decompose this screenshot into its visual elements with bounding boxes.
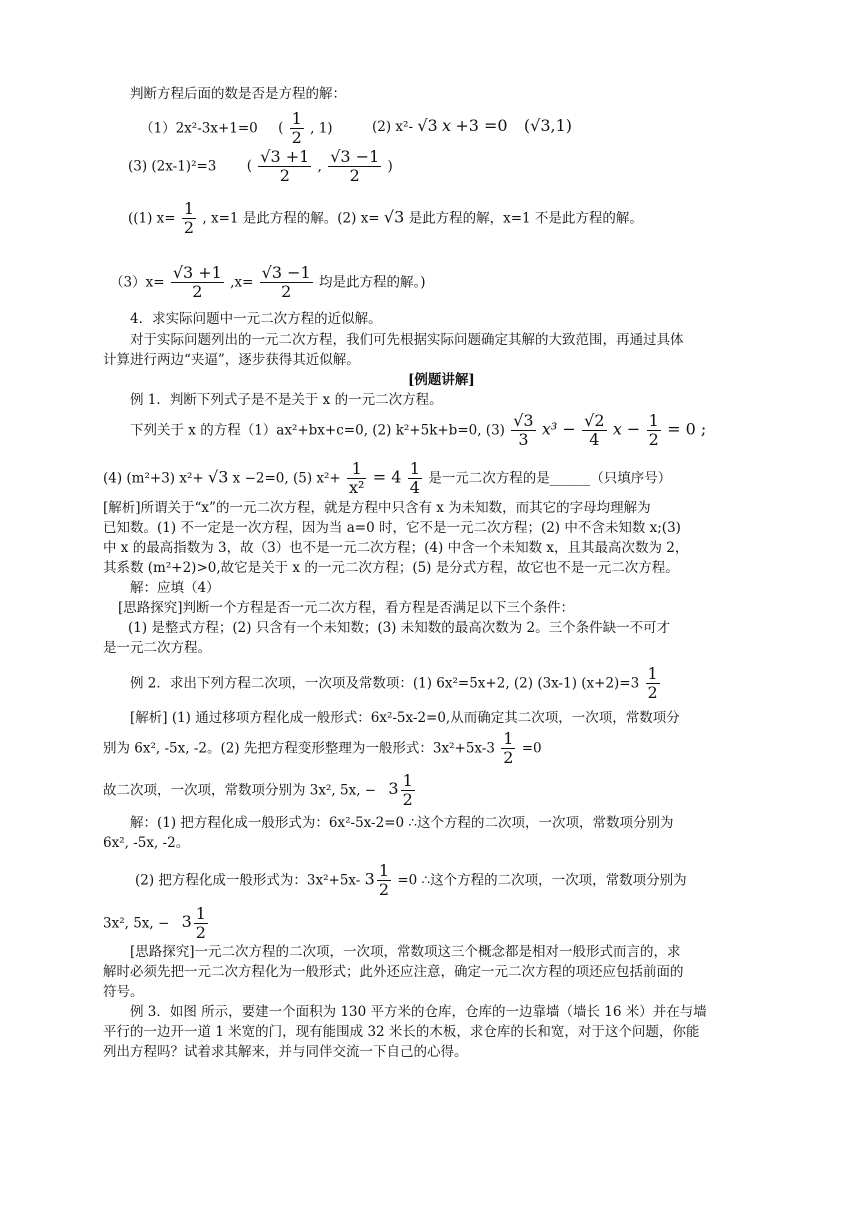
answer-1-sqrt: √3 xyxy=(383,207,405,227)
example-1-frac-1 xyxy=(511,412,535,450)
example-2-analysis-2 xyxy=(103,730,542,768)
example-2-thinking-1: [思路探究]一元二次方程的二次项，一次项，常数项这三个概念都是相对一般形式而言的，求 xyxy=(130,944,681,960)
answer-3-frac-2 xyxy=(260,264,313,302)
problem-1-equation: （1）2x²-3x+1=0 xyxy=(140,120,258,137)
example-1-q2-frac xyxy=(347,460,366,498)
problem-2-x: x xyxy=(441,116,452,135)
example-2-analysis-2-text: 别为 6x², -5x, -2。(2) 先把方程变形整理为一般形式：3x²+5x-3 xyxy=(103,740,495,757)
example-2-analysis-3-whole: 3 xyxy=(388,779,399,799)
example-1-q2-d: 是一元二次方程的是______（只填序号） xyxy=(428,470,672,487)
example-2-solution-3-frac xyxy=(194,905,208,943)
example-2-solution-3 xyxy=(103,905,210,943)
problem-2-answer: (√3,1) xyxy=(523,116,572,135)
problem-1-fraction xyxy=(290,110,304,148)
frac-num: 1 xyxy=(378,861,390,880)
example-2-solution-3-whole: 3 xyxy=(181,912,192,932)
problem-3-equation: (3) (2x-1)²=3 xyxy=(128,158,217,175)
problem-2-equation-a: (2) x²- xyxy=(372,119,414,135)
example-2-solution-1: 解：(1) 把方程化成一般形式为：6x²-5x-2=0 ∴这个方程的二次项，一次项，常数项分别为 xyxy=(130,815,674,831)
answer-3-b: ,x= xyxy=(230,274,254,291)
frac-den: 2 xyxy=(402,790,413,810)
answer-3-a: （3）x= xyxy=(110,274,165,291)
example-2-thinking-2: 解时必须先把一元二次方程化为一般形式；此外还应注意，确定一元二次方程的项还应包括前面的 xyxy=(103,964,684,980)
example-2-analysis-2-frac xyxy=(501,730,515,768)
frac-den: 2 xyxy=(291,128,302,148)
example-2-title-text: 例 2．求出下列方程二次项，一次项及常数项：(1) 6x²=5x+2, (2) (3x-1) (x+2)=3 xyxy=(130,675,640,692)
example-1-analysis-1: [解析]所谓关于“x”的一元二次方程，就是方程中只含有 x 为未知数，而其它的字母均理解为 xyxy=(103,500,651,516)
example-1-analysis-2: 已知数。(1) 不一定是一次方程，因为当 a=0 时，它不是一元二次方程；(2) 中不含未知数 x;(3) xyxy=(103,520,681,536)
frac-den: 4 xyxy=(589,430,600,450)
example-2-solution-3-text: 3x², 5x, − xyxy=(103,915,170,932)
example-1-q2-b: x −2=0, (5) x²+ xyxy=(232,470,341,487)
example-1-q2-mixed xyxy=(408,460,422,498)
frac-den: 2 xyxy=(648,430,659,450)
problem-3-frac-1 xyxy=(258,148,311,186)
section-4-para-1: 对于实际问题列出的一元二次方程，我们可先根据实际问题确定其解的大致范围，再通过具体 xyxy=(130,332,684,348)
example-2-analysis-3-text: 故二次项，一次项，常数项分别为 3x², 5x, − xyxy=(103,782,377,799)
example-2-title xyxy=(130,665,662,703)
example-1-question xyxy=(130,412,706,450)
example-2-solution-2-whole: 3 xyxy=(364,869,375,889)
frac-num: 1 xyxy=(503,729,514,748)
frac-den: 2 xyxy=(192,282,203,302)
example-1-thinking-1: [思路探究]判断一个方程是否一元二次方程，看方程是否满足以下三个条件： xyxy=(118,600,575,616)
frac-den: 2 xyxy=(503,748,514,768)
frac-num: 1 xyxy=(402,771,413,790)
answer-1-a: ((1) x= xyxy=(128,210,176,227)
frac-num: √3 −1 xyxy=(261,263,311,282)
problem-2-equation-b: +3 =0 xyxy=(455,116,508,135)
example-1-solution: 解：应填（4） xyxy=(130,580,220,596)
frac-den: x² xyxy=(349,478,365,498)
example-1-frac-2 xyxy=(582,412,606,450)
answer-1-c: 是此方程的解，x=1 不是此方程的解。 xyxy=(408,210,643,227)
example-2-analysis-1: [解析] (1) 通过移项方程化成一般形式：6x²-5x-2=0,从而确定其二次项，一次项，常数项分 xyxy=(130,710,680,726)
frac-num: 1 xyxy=(291,109,302,128)
example-1-analysis-4: 其系数 (m²+2)>0,故它是关于 x 的一元二次方程；(5) 是分式方程，故它也不是一元二次方程。 xyxy=(103,560,679,576)
answer-1-b: , x=1 是此方程的解。(2) x= xyxy=(202,210,380,227)
example-2-title-frac xyxy=(646,665,660,703)
frac-num: 1 xyxy=(647,664,658,683)
example-2-solution-1b: 6x², -5x, -2。 xyxy=(103,835,190,851)
frac-num: √3 xyxy=(513,411,534,430)
frac-den: 2 xyxy=(349,166,360,186)
problem-3-open: ( xyxy=(246,158,252,175)
problem-3-comma: , xyxy=(317,158,322,175)
example-3-line-1: 例 3．如图 所示，要建一个面积为 130 平方米的仓库，仓库的一边靠墙（墙长 16 米）并在与墙 xyxy=(130,1004,707,1020)
example-2-thinking-3: 符号。 xyxy=(103,984,144,1000)
problem-3-close: ) xyxy=(387,158,393,175)
example-1-q2-sqrt: √3 xyxy=(208,467,229,487)
section-heading: [例题讲解] xyxy=(408,372,475,388)
answer-line-1 xyxy=(128,200,643,238)
answer-1-fraction xyxy=(182,200,196,238)
answer-3-frac-1 xyxy=(171,264,224,302)
example-1-frac-3 xyxy=(647,412,661,450)
example-1-analysis-3: 中 x 的最高指数为 3，故（3）也不是一元二次方程；(4) 中含一个未知数 x，且其最高次数为 2， xyxy=(103,540,689,556)
example-2-solution-2-frac xyxy=(377,862,391,900)
problem-1-open: ( xyxy=(278,120,284,137)
example-1-x: x − xyxy=(612,419,641,439)
problem-1 xyxy=(140,110,333,148)
frac-num: 1 xyxy=(183,199,195,218)
frac-den: 2 xyxy=(195,923,206,943)
answer-line-3 xyxy=(110,264,426,302)
frac-num: √2 xyxy=(584,411,605,430)
frac-den: 2 xyxy=(647,683,658,703)
frac-den: 4 xyxy=(409,478,420,498)
example-2-solution-2 xyxy=(135,862,687,900)
frac-num: √3 +1 xyxy=(172,263,222,282)
problem-2-sqrt: √3 xyxy=(417,116,438,135)
problem-3-frac-2 xyxy=(328,148,381,186)
frac-num: 1 xyxy=(409,459,420,478)
frac-den: 3 xyxy=(518,430,529,450)
example-1-question-2 xyxy=(103,460,671,498)
example-1-thinking-2: (1) 是整式方程；(2) 只含有一个未知数；(3) 未知数的最高次数为 2。三个条件缺一不可才 xyxy=(128,620,671,636)
frac-num: 1 xyxy=(195,904,206,923)
example-1-title: 例 1．判断下列式子是不是关于 x 的一元二次方程。 xyxy=(130,392,443,408)
example-1-q2-a: (4) (m²+3) x²+ xyxy=(103,470,204,487)
example-2-analysis-2-end: =0 xyxy=(521,740,542,757)
example-3-line-2: 平行的一边开一道 1 米宽的门，现有能围成 32 米长的木板，求仓库的长和宽，对于这个问题，你能 xyxy=(103,1024,700,1040)
problem-3 xyxy=(128,148,393,186)
example-2-analysis-3 xyxy=(103,772,417,810)
answer-3-c: 均是此方程的解。) xyxy=(319,274,426,291)
problem-2 xyxy=(372,116,572,137)
example-1-question-a: 下列关于 x 的方程（1）ax²+bx+c=0, (2) k²+5k+b=0, (3) xyxy=(130,422,505,439)
example-1-thinking-3: 是一元二次方程。 xyxy=(103,640,211,656)
example-3-line-3: 列出方程吗？试着求其解来，并与同伴交流一下自己的心得。 xyxy=(103,1044,468,1060)
frac-den: 2 xyxy=(183,218,195,238)
section-4-title: 4．求实际问题中一元二次方程的近似解。 xyxy=(130,311,382,327)
frac-num: √3 +1 xyxy=(260,147,310,166)
frac-den: 2 xyxy=(378,880,390,900)
example-2-analysis-3-frac xyxy=(401,772,415,810)
section-4-para-2: 计算进行两边“夹逼”，逐步获得其近似解。 xyxy=(103,352,360,368)
frac-num: 1 xyxy=(347,460,366,479)
intro-text: 判断方程后面的数是否是方程的解： xyxy=(130,86,346,102)
example-1-x3: x³ − xyxy=(541,419,576,439)
frac-num: 1 xyxy=(648,411,659,430)
example-2-solution-2-text: (2) 把方程化成一般形式为：3x²+5x- xyxy=(135,872,361,889)
example-1-q2-c: = 4 xyxy=(372,467,402,487)
example-1-end: = 0 ; xyxy=(667,419,707,439)
frac-num: √3 −1 xyxy=(330,147,380,166)
problem-1-close: , 1) xyxy=(310,120,333,137)
frac-den: 2 xyxy=(281,282,292,302)
frac-den: 2 xyxy=(279,166,290,186)
example-2-solution-2-end: =0 ∴这个方程的二次项，一次项，常数项分别为 xyxy=(397,872,687,889)
